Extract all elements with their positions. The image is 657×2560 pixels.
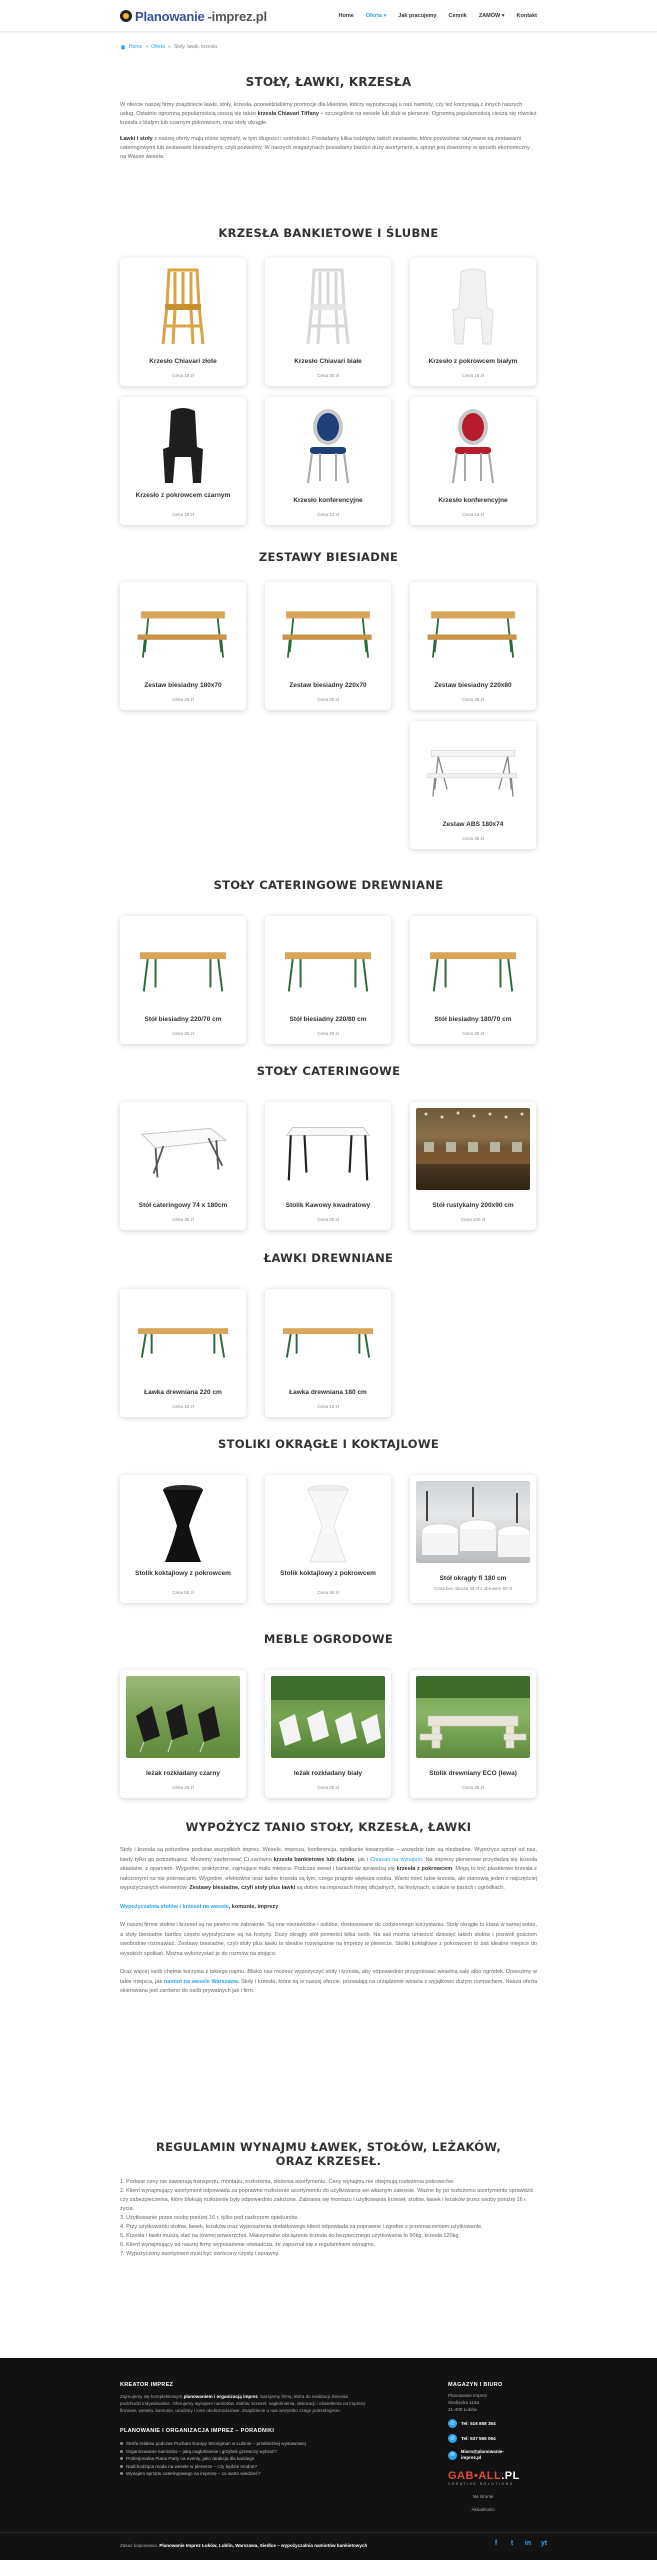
product-image-folding-table: [134, 1109, 232, 1191]
product-card[interactable]: [410, 1670, 536, 1798]
rule-item: 5. Krzesła i ławki muszą stać na równej powierzchni. Maksymalne obciążenie krzesła do bezpiecznego użytkowania to 90kg, krzesła 120kg.: [120, 2233, 460, 2239]
breadcrumb-sep: »: [168, 44, 171, 50]
address-line: Siedlęcka 118a: [448, 2400, 480, 2405]
section-stoly-drewniane: [120, 878, 537, 1044]
product-name: Stół biesiadny 220/80 cm: [289, 1016, 367, 1023]
footer-link-label: Nadchodząca moda na wesele w plenerze – czy będzie modne?: [126, 2463, 258, 2469]
home-icon: [120, 44, 126, 50]
product-price: Cena 15 zł: [172, 512, 194, 517]
nav-home[interactable]: Home: [338, 13, 354, 19]
product-card[interactable]: [410, 582, 536, 710]
bullet-icon: [120, 2472, 123, 2475]
product-name: Stolik koktajlowy z pokrowcem: [135, 1570, 231, 1577]
footer-address: [448, 2392, 538, 2413]
footer-links: [120, 2440, 370, 2478]
breadcrumb-oferta[interactable]: Oferta: [151, 44, 166, 50]
rent-text-run: . Stoły i krzesła, które są w naszej ofercie, pozwalają na urządzenie wesela z wyjątkowo dużym rozmachem. Nasza oferta skierowana jest zarówno do osób prywatnych jak i firm.: [120, 1978, 537, 1994]
bullet-icon: [120, 2450, 123, 2453]
breadcrumb-home[interactable]: Home: [129, 44, 143, 50]
product-price: Cena 25 zł: [462, 1031, 484, 1036]
footer-link-label: Strefa relaksu podczas Pucharu Europy Strongman w Lubinie – przebieżnej wystawowej: [126, 2441, 306, 2446]
chevron-down-icon: ▾: [383, 13, 387, 19]
breadcrumb-sep: »: [145, 44, 149, 50]
rule-item: 4. Przy użytkowaniu stołów, ławek, leżaków oraz wyposażenia dodatkowego klient odpowiada za poprawne i zgodne z przeznaczeniem użytkowanie.: [120, 2224, 483, 2230]
rent-link-namiot[interactable]: namiot na wesele Warszawa: [163, 1978, 238, 1985]
rent-text-run: są dobre na imprezach mniej oficjalnych, na festynach, a także w barach i ogródkach.: [295, 1885, 505, 1891]
product-card[interactable]: [265, 1475, 391, 1603]
mail-icon: ✉: [448, 2451, 457, 2460]
product-price: Cena 10 zł: [317, 512, 339, 517]
section-stoliki-okragle: [120, 1437, 537, 1603]
product-name: Krzesło z pokrowcem czarnym: [135, 492, 231, 499]
rule-item: 2. Klient wynajmujący asortyment odpowiada za poprawne rozłożenie asortymentu do użytkowania we własnym zakresie. Ważne by po rozłożeniu asortymentu sprawdzić czy zabezpieczenia, które blokują rozłożenie były odpowiednio założone. Zabrania się montażu i użytkowania krzeseł, stołów, ławek i leżaków przez osoby poniżej 16 r. życia.: [120, 2188, 534, 2212]
breadcrumb: [120, 44, 537, 50]
rent-text-run: . Na imprezy plenerowe przydadzą się krzesła składane, z oparciem. Wygodne, praktyczne, zajmujące mało miejsca. Podczas wesel i bankietów sprawdzą się: [120, 1856, 537, 1872]
product-price: Cena 15 zł: [172, 1404, 194, 1409]
product-card[interactable]: [120, 1102, 246, 1230]
intro-text: [120, 101, 537, 162]
intro-paragraph-2: [120, 135, 537, 162]
rent-bold: krzesła z pokrowcem: [396, 1866, 453, 1872]
nav-zamow-label: ZAMÓW: [478, 13, 501, 19]
product-price: Cena bez obrusa 45 zł z obrusem 90 zł: [433, 1586, 513, 1591]
section-regulamin: [120, 2140, 537, 2259]
intro-bold-lawki: Ławki i stoły: [120, 136, 153, 142]
product-price: Cena 15 zł: [317, 1404, 339, 1409]
section-title: WYPOŻYCZ TANIO STOŁY, KRZESŁA, ŁAWKI: [185, 1820, 472, 1834]
site-footer: [0, 2358, 657, 2560]
product-card[interactable]: [120, 397, 246, 525]
gaball-logo-part: GAB: [448, 2470, 474, 2482]
section-stoly-cateringowe: [120, 1064, 537, 1230]
section-wypozycz: [120, 1820, 537, 1997]
nav-jak-pracujemy[interactable]: Jak pracujemy: [398, 13, 437, 19]
product-card[interactable]: [410, 258, 536, 386]
footer-link[interactable]: [120, 2448, 370, 2456]
nav-zamow[interactable]: [479, 13, 505, 19]
section-title: KRZESŁA BANKIETOWE I ŚLUBNE: [218, 226, 439, 240]
product-grid: [120, 1670, 537, 1798]
product-name: Zestaw ABS 180x74: [442, 821, 504, 828]
product-card[interactable]: [265, 1102, 391, 1230]
breadcrumb-current: Stoły, ławki, krzesła: [173, 44, 218, 50]
product-name: Zestaw biesiadny 220x70: [289, 682, 367, 689]
nav-cennik[interactable]: Cennik: [448, 13, 467, 19]
rent-text-run: Oraz więcej osób chętnie korzysta z takiego najmu. Blisko nas możesz wypożyczyć stoły i krzesła, aby odpowiednio przygotować weselną salę albo ogródek. Dowozimy w takie miejsca, jak: [120, 1969, 537, 1985]
product-price: Cena 45 zł: [462, 1785, 484, 1790]
product-image-wood-table: [424, 923, 522, 1005]
product-card[interactable]: [120, 1475, 246, 1603]
chevron-down-icon: ▾: [501, 13, 505, 19]
address-line: Planowanie Imprez: [448, 2393, 488, 2398]
rent-paragraph-4: [120, 1968, 537, 1997]
section-krzesla: [120, 226, 537, 525]
footer-link[interactable]: [120, 2463, 370, 2471]
product-image-beer-set: [134, 589, 232, 671]
section-title: STOŁY CATERINGOWE: [256, 1064, 401, 1078]
product-price: Cena 15 zł: [462, 373, 484, 378]
phone-label: Tel: 537 565 094: [461, 2436, 496, 2441]
rent-text-run: . Mogą to być plastikowe krzesła z nałożonymi na nie pokrowcami. Wygodne, efektowne oraz ładne krzesła są tym, czego pragnie większa osoba. Warto mieć takie krzesła, ale stanowią jeden z najczęściej wypożyczanych elementów.: [120, 1866, 537, 1891]
product-card[interactable]: [410, 916, 536, 1044]
product-card[interactable]: [265, 1670, 391, 1798]
product-name: Zestaw biesiadny 220x80: [434, 682, 512, 689]
footer-na-stronie: Na stronie: [472, 2494, 494, 2499]
product-price: Cena 10 zł: [462, 512, 484, 517]
footer-link-label: Profesjonalna Piana Party na eventy, jako atrakcja dla każdego: [126, 2456, 255, 2461]
product-image-deckchair-black-photo: [126, 1676, 240, 1758]
rent-paragraph-2: [120, 1903, 537, 1913]
product-price: Cena 35 zł: [462, 697, 484, 702]
gaball-logo[interactable]: [448, 2470, 538, 2482]
footer-title-poradniki: PLANOWANIE I ORGANIZACJA IMPREZ – PORADNIKI: [120, 2428, 275, 2434]
product-card[interactable]: [265, 916, 391, 1044]
product-grid: [120, 1475, 537, 1603]
product-image-wood-bench: [134, 1296, 232, 1378]
rule-item: 7. Wypożyczony asortyment musi być zwrócony czysty i sprawny.: [120, 2251, 280, 2257]
bullet-icon: [120, 2457, 123, 2460]
product-price: Cena 30 zł: [317, 1217, 339, 1222]
instagram-icon[interactable]: in: [524, 2540, 532, 2547]
email-label: Biuro@planowanie-imprez.pl: [461, 2449, 505, 2460]
footer-title-magazyn: MAGAZYN I BIURO: [448, 2382, 503, 2388]
gaball-dot: •: [473, 2470, 479, 2482]
intro-text-run: W ofercie naszej firmy znajdziecie ławki, stoły, krzesła, przewidzieliśmy promocje dla klientów, którzy wypożyczają u nas namioty, czy też korzystają z innych naszych usług. Ostatnio ogromną popularnością cieszą się także: [120, 102, 523, 117]
youtube-icon[interactable]: yt: [540, 2540, 548, 2547]
footer-link[interactable]: [120, 2470, 370, 2478]
product-name: Stół rustykalny 200x90 cm: [432, 1202, 514, 1209]
product-name: Zestaw biesiadny 180x70: [144, 682, 222, 689]
product-card[interactable]: [120, 582, 246, 710]
product-name: leżak rozkładany czarny: [145, 1770, 221, 1777]
phone-icon: ✆: [448, 2434, 457, 2443]
rule-item: 3. Użytkowanie przez osoby poniżej 16 r. tylko pod nadzorem opiekunów.: [120, 2215, 299, 2221]
product-price: Cena 40 zł: [317, 1031, 339, 1036]
nav-kontakt[interactable]: Kontakt: [516, 13, 537, 19]
twitter-icon[interactable]: t: [510, 2540, 514, 2547]
product-name: Stół cateringowy 74 x 180cm: [138, 1202, 228, 1209]
product-image-wood-bench: [279, 1296, 377, 1378]
product-name: Stół okrągły fi 180 cm: [439, 1575, 507, 1582]
section-meble-ogrodowe: [120, 1632, 537, 1798]
bullet-icon: [120, 2465, 123, 2468]
product-card[interactable]: [410, 397, 536, 525]
footer-email[interactable]: [448, 2449, 538, 2461]
page-title: STOŁY, ŁAWKI, KRZESŁA: [245, 75, 412, 89]
product-card[interactable]: [265, 1289, 391, 1417]
section-title: MEBLE OGRODOWE: [263, 1632, 394, 1646]
footer-description: [120, 2393, 370, 2414]
footer-desc-run: Zajmujemy się kompleksowym: [120, 2394, 184, 2399]
site-logo[interactable]: [120, 9, 267, 24]
footer-link[interactable]: [120, 2440, 370, 2448]
logo-badge-icon: [120, 10, 132, 22]
rent-bold: , komunie, imprezy: [228, 1903, 279, 1910]
product-image-beer-set: [279, 589, 377, 671]
rent-link-chiavari[interactable]: Chiavari na wynajem: [370, 1856, 423, 1863]
product-grid: [120, 916, 537, 1044]
product-name: Stolik Kawowy kwadratowy: [285, 1202, 371, 1209]
phone-icon: ✆: [448, 2419, 457, 2428]
product-price: Cena 35 zł: [172, 1217, 194, 1222]
nav-oferta[interactable]: [366, 13, 387, 19]
product-card[interactable]: [410, 1102, 536, 1230]
product-grid: [120, 1102, 537, 1230]
product-grid: [120, 258, 537, 525]
rent-bold: Zestawy biesiadne, czyli stoły plus ławki: [189, 1885, 296, 1891]
section-title: STOLIKI OKRĄGŁE I KOKTAJLOWE: [218, 1437, 439, 1451]
product-name: Krzesło Chiavari białe: [294, 358, 362, 365]
product-name: Stolik koktajlowy z pokrowcem: [280, 1570, 376, 1577]
section-lawki: [120, 1251, 537, 1417]
product-card[interactable]: [265, 397, 391, 525]
footer-phone-2[interactable]: [448, 2434, 538, 2443]
bullet-icon: [120, 2442, 123, 2445]
section-title: REGULAMIN WYNAJMU ŁAWEK, STOŁÓW, LEŻAKÓW, ORAZ KRZESEŁ.: [155, 2140, 502, 2168]
footer-copyright: [120, 2543, 367, 2548]
product-image-conference-blue: [279, 404, 377, 486]
product-image-black-cover: [134, 404, 232, 486]
product-name: Krzesło z pokrowcem białym: [428, 358, 518, 365]
product-name: Stół biesiadny 220/70 cm: [144, 1016, 222, 1023]
product-name: Ławka drewniana 180 cm: [289, 1389, 367, 1396]
section-title: STOŁY CATERINGOWE DREWNIANE: [213, 878, 444, 892]
product-price: Cena 30 zł: [172, 1031, 194, 1036]
nav-oferta-label: Oferta: [365, 13, 382, 19]
site-header: [0, 0, 657, 32]
intro-paragraph-1: [120, 101, 537, 128]
footer-left: [120, 2382, 370, 2478]
product-price: Cena 15 zł: [172, 373, 194, 378]
copyright-bold: Planowanie Imprez Łuków, Lublin, Warszawa, Siedlce – wypożyczalnia namiotów bankietowych: [159, 2543, 368, 2548]
rule-item: 1. Podane ceny nie zawierają transportu, montażu, rozłożenia, złożenia asortymentu. Ceny wynajmu nie obejmują rozłożenia pokrowców.: [120, 2179, 455, 2185]
product-image-round-table-photo: [416, 1481, 530, 1563]
rent-text-run: , jak i: [354, 1856, 371, 1863]
rent-link-wypozyczalnia[interactable]: Wypożyczalnia stołów i krzeseł na wesele: [120, 1903, 229, 1910]
logo-text-part1: Planowanie: [135, 8, 205, 24]
product-card[interactable]: [120, 916, 246, 1044]
product-name: Krzesło konferencyjne: [293, 497, 363, 504]
footer-link-label: Organizowanie namiotów – jaką nagłośnienie i grzybek grzewczy wybrać?: [126, 2448, 277, 2454]
product-card[interactable]: [120, 258, 246, 386]
product-price: Cena 55 zł: [172, 1590, 194, 1595]
product-image-rustic-table-photo: [416, 1108, 530, 1190]
product-card[interactable]: [410, 721, 536, 849]
gaball-subtitle: CREATIVE SOLUTIONS: [448, 2482, 514, 2486]
product-name: Krzesło Chiavari złote: [149, 358, 217, 365]
footer-phone-1[interactable]: [448, 2419, 538, 2428]
product-name: Krzesło konferencyjne: [438, 497, 508, 504]
product-price: Cena 45 zł: [462, 836, 484, 841]
footer-desc-run: , bazujemy firmę, która do realizacji zlecenia podchodzi indywidualnie. Oferujemy wynajem namiotów, stołów, krzeseł, nagłośnienia, dekoracji i oświetlenia na imprezy firmowe, wesela, komunie, urodziny i inne okolicznościowe. Znajdziecie u nas wszystko czego potrzebujecie.: [120, 2394, 366, 2413]
product-image-white-cover: [424, 265, 522, 347]
product-image-cocktail-black: [134, 1482, 232, 1564]
footer-divider: [0, 2532, 657, 2533]
rules-list: [120, 2178, 537, 2259]
product-image-eco-table-photo: [416, 1676, 530, 1758]
product-card[interactable]: [120, 1670, 246, 1798]
product-card[interactable]: [265, 582, 391, 710]
section-zestawy: [120, 550, 537, 849]
rent-text-run: Stoły i krzesła są potrzebne podczas wszystkich imprez. Wesele, impreza, konferencja, spotkanie towarzyskie – wszędzie tam są niezbędne. Wypożycz sprzęt od nas, kiedy tylko go potrzebujesz. Możemy zaoferować Ci zarówno: [120, 1847, 537, 1863]
product-price: Cena 25 zł: [172, 697, 194, 702]
product-price: Cena 30 zł: [317, 373, 339, 378]
section-title: ŁAWKI DREWNIANE: [263, 1251, 394, 1265]
product-image-conference-red: [424, 404, 522, 486]
section-title: ZESTAWY BIESIADNE: [258, 550, 399, 564]
product-image-chiavari-white: [279, 265, 377, 347]
footer-link-label: Wynajem sprzętu cateringowego na imprezę – co warto wiedzieć?: [126, 2471, 261, 2476]
product-image-abs-set: [424, 728, 522, 810]
product-card[interactable]: [410, 1475, 536, 1603]
logo-text-part2: -imprez.pl: [207, 8, 267, 24]
rent-paragraph-3: W naszej firmie stołów i krzeseł są na pewno nie zabraknie. Są one niezawodne i solidne, dostosowane do codziennego korzystania. Stoły okrągłe to klasa w samej sobie, a stoły biesiadne bardzo często wypożyczane są na festyny. Duży okrągły stół pomieści kilka osób. Na sali można umieścić dziesięć takich stołów i pozwoli gościom swobodnie rozmawiać. Zestawy biesiadne, czyli stoły plus ławki to idealne rozwiązanie na imprezy w plenerze. Stoliki koktajlowe z pokrowcem to zaś idealne miejsce do wysokich spotkań. Można wykorzystać je do rozmów na stojąco.: [120, 1922, 537, 1957]
footer-title-kreator: KREATOR IMPREZ: [120, 2382, 174, 2388]
copyright-run: Zakaz kopiowania.: [120, 2543, 160, 2548]
phone-label: Tel: 516 858 354: [461, 2421, 496, 2426]
product-name: Stolik drewniany ECO (lewa): [429, 1770, 517, 1777]
product-card[interactable]: [265, 258, 391, 386]
intro-bold-chiavari: krzesła Chiavari Tiffany: [257, 111, 319, 117]
product-price: Cena 25 zł: [172, 1785, 194, 1790]
footer-aktualnosci[interactable]: Aktualności: [471, 2507, 495, 2512]
footer-right: [448, 2382, 538, 2512]
product-grid: [120, 582, 537, 849]
product-name: Ławka drewniana 220 cm: [144, 1389, 222, 1396]
rule-item: 6. Klient wynajmujący od naszej firmy wyposażenie oświadcza, że zapoznał się z regulaminem wynajmu.: [120, 2242, 376, 2248]
product-image-wood-table: [279, 923, 377, 1005]
footer-desc-bold: planowaniem i organizacją imprez: [183, 2394, 258, 2399]
social-links: [492, 2540, 548, 2548]
intro-text-run: – szczególnie na wesele lub ślub w plenerze. Ogromną popularnością cieszą się również krzesła z białym lub czarnym pokrowcem, oraz stoły okrągłe.: [120, 111, 537, 126]
product-price: Cena 25 zł: [317, 1785, 339, 1790]
address-line: 21-400 Łuków: [448, 2407, 477, 2412]
product-image-chiavari-gold: [134, 265, 232, 347]
product-name: Stół biesiadny 180/70 cm: [434, 1016, 512, 1023]
footer-link[interactable]: [120, 2455, 370, 2463]
product-image-coffee-table: [279, 1109, 377, 1191]
product-image-cocktail-white: [279, 1482, 377, 1564]
rent-bold: krzesła bankietowe lub ślubne: [273, 1856, 355, 1863]
product-grid: [120, 1289, 537, 1417]
main-content: [120, 44, 537, 162]
rent-paragraph-1: [120, 1846, 537, 1894]
main-nav: [338, 13, 537, 19]
product-card[interactable]: [120, 1289, 246, 1417]
product-price: Cena 30 zł: [317, 697, 339, 702]
product-name: leżak rozkładany biały: [293, 1770, 363, 1777]
gaball-logo-part: .PL: [501, 2470, 520, 2482]
product-price: Cena 100 zł: [460, 1217, 486, 1222]
product-image-deckchair-white-photo: [271, 1676, 385, 1758]
product-image-wood-table: [134, 923, 232, 1005]
intro-text-run: z naszej oferty mają różne wymiary, w tym długości i szerokości. Posiadamy kilka rodzajów takich zestawów, które pozwolone nazywane są zestawami cateringowymi lub zestawami biesiadnymi, czyli pozwolmy. W naszych magazynach posiadamy bardzo duży asortyment, a sprzęt jest dowożony w sposób ekonomiczny na Wasze wesela.: [120, 136, 530, 160]
facebook-icon[interactable]: f: [494, 2540, 498, 2547]
product-price: Cena 55 zł: [317, 1590, 339, 1595]
gaball-logo-part: ALL: [478, 2470, 502, 2482]
product-image-beer-set: [424, 589, 522, 671]
